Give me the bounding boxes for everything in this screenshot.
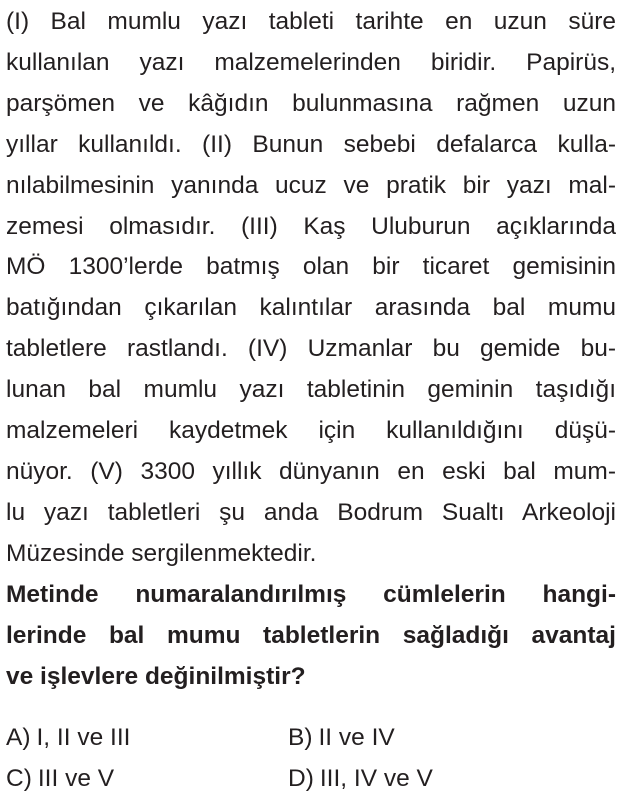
passage-line: batığından çıkarılan kalıntılar arasında bal mumu: [6, 294, 616, 322]
options-row: [6, 718, 616, 759]
passage-line: nılabilmesinin yanında ucuz ve pratik bir yazı mal-: [6, 171, 616, 199]
question-stem: [6, 575, 616, 698]
passage-line: malzemeleri kaydetmek için kullanıldığını düşü-: [6, 417, 616, 445]
option-letter: B): [288, 724, 313, 751]
option-letter: A): [6, 724, 31, 751]
question-page: [6, 0, 616, 798]
question-line: ve işlevlere değinilmiştir?: [6, 662, 306, 690]
passage-line: kullanılan yazı malzemelerinden biridir. Papirüs,: [6, 48, 616, 76]
passage-line: yıllar kullanıldı. (II) Bunun sebebi defalarca kulla-: [6, 130, 616, 158]
option-text: III, IV ve V: [319, 764, 433, 792]
answer-options: [6, 718, 616, 800]
option-d[interactable]: [288, 759, 570, 800]
question-line: lerinde bal mumu tabletlerin sağladığı avantaj: [6, 621, 616, 649]
option-b[interactable]: [288, 718, 570, 759]
passage-line: Müzesinde sergilenmektedir.: [6, 539, 317, 567]
passage-line: (I) Bal mumlu yazı tableti tarihte en uzun süre: [6, 8, 616, 35]
passage-line: lunan bal mumlu yazı tabletinin geminin taşıdığı: [6, 376, 616, 404]
question-line: Metinde numaralandırılmış cümlelerin hangi-: [6, 580, 616, 608]
option-text: I, II ve III: [36, 724, 131, 751]
option-letter: C): [6, 764, 32, 792]
option-c[interactable]: [6, 759, 288, 800]
passage-line: zemesi olmasıdır. (III) Kaş Uluburun açıklarında: [6, 212, 616, 240]
passage-line: tabletlere rastlandı. (IV) Uzmanlar bu gemide bu-: [6, 335, 616, 363]
passage-line: nüyor. (V) 3300 yıllık dünyanın en eski bal mum-: [6, 457, 616, 485]
reading-passage: [6, 0, 616, 575]
passage-line: lu yazı tabletleri şu anda Bodrum Sualtı Arkeoloji: [6, 498, 616, 526]
option-text: III ve V: [37, 764, 115, 792]
passage-line: parşömen ve kâğıdın bulunmasına rağmen uzun: [6, 89, 616, 117]
options-row: [6, 759, 616, 800]
option-a[interactable]: [6, 718, 288, 759]
passage-line: MÖ 1300’lerde batmış olan bir ticaret gemisinin: [6, 253, 616, 281]
option-text: II ve IV: [318, 724, 395, 751]
option-letter: D): [288, 764, 314, 792]
